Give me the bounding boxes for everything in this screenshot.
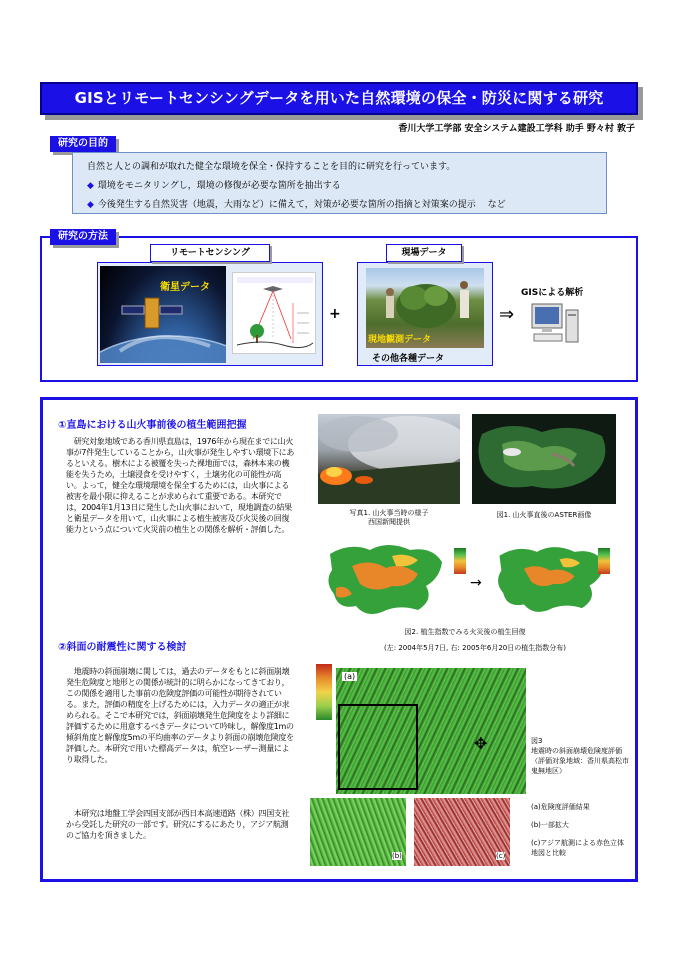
field-photo [366, 268, 484, 348]
hazard-map-b [310, 798, 406, 866]
panel-a-label: (a) [344, 672, 356, 681]
hazard-map-a [336, 668, 526, 794]
panel-b-label: (b) [392, 852, 402, 860]
right-arrow-icon: → [470, 575, 482, 591]
aster-satellite-image [472, 414, 616, 504]
fig2-subcaption: (左: 2004年5月7日, 右: 2005年6月20日の植生指数分布) [384, 644, 566, 652]
satellite-data-label: 衛星データ [160, 282, 210, 293]
photo1-credit: 西国新聞提供 [368, 518, 410, 526]
diamond-bullet-icon: ◆ [87, 181, 94, 191]
purpose-intro: 自然と人との調和が取れた健全な環境を保全・保持することを目的に研究を行っています。 [87, 162, 456, 172]
ndvi-legend-right [598, 548, 610, 574]
plus-sign: + [329, 306, 341, 322]
computer-icon [530, 300, 582, 352]
title-banner [40, 82, 638, 115]
red-relief-map-c [414, 798, 510, 866]
vegetation-map-before [322, 538, 450, 620]
photo1-caption: 写真1. 山火事当時の様子 [349, 509, 429, 517]
north-arrow-icon: ✥ [474, 734, 488, 753]
remote-sensing-tab: リモートセンシング [150, 244, 270, 262]
aster-caption: 図1. 山火事直後のASTER画像 [496, 511, 592, 519]
fig3-caption: 図3 地震時の斜面崩壊危険度評価（評価対象地域：香川県高松市鬼無地区） [531, 737, 629, 775]
fire-photo [318, 414, 460, 504]
gis-analysis-label: GISによる解析 [521, 288, 584, 298]
ndvi-legend-left [454, 548, 466, 574]
field-data-tab: 現場データ [386, 244, 462, 262]
purpose-bullet-2: ◆ 今後発生する自然災害（地震，大雨など）に備えて，対策が必要な箇所の指摘と対策案の提示 など [87, 200, 506, 210]
wildfire-photo [318, 414, 460, 504]
lidar-diagram [232, 272, 316, 354]
method-tab: 研究の方法 [50, 229, 116, 245]
section2-body: 地震時の斜面崩壊に関しては，過去のデータをもとに斜面崩壊発生危険度と地形との関係が統計的に明らかになってきており，この関係を適用した事前の危険度評価の可能性が期待されている。また，評価の精度を上げるためには，入力データの適正が求められる。そこで本研究では，斜面崩壊発生危険度をより詳細に評価するために用意するべきデータについて吟味し，解像度1mの傾斜角度と解像度5mの平均曲率のデータより斜面の崩壊危険度を評価した。本研究で用いた標高データは，航空レーザー測量により取得した。 [66, 667, 294, 764]
section2-title: ②斜面の耐震性に関する検討 [58, 642, 187, 653]
hazard-legend [316, 664, 332, 720]
field-observation-label: 現地観測データ [368, 335, 432, 345]
airborne-laser-diagram [233, 273, 317, 355]
section2-acknowledgement: 本研究は地盤工学会四国支部が西日本高速道路（株）四国支社から受託した研究の一部です。研究にするにあたり，アジア航測のご協力を頂きました。 [66, 809, 290, 840]
purpose-tab: 研究の目的 [50, 136, 116, 152]
aster-image [472, 414, 616, 504]
purpose-bullet-1: ◆ 環境をモニタリングし，環境の修復が必要な箇所を抽出する [87, 181, 341, 191]
purpose-box [72, 152, 607, 214]
section1-title: ①直島における山火事前後の植生範囲把握 [58, 420, 247, 431]
diamond-bullet-icon: ◆ [87, 200, 94, 210]
other-data-label: その他各種データ [372, 354, 445, 364]
section1-body: 研究対象地域である香川県直島は，1976年から現在までに山火事が7件発生していることから，山火事が発生しやすい環境下にあるといえる。樹木による被覆を失った裸地面では，森林本来の機能を失うため，土壌浸食を受けやすく，土壌劣化の可能性が高い。よって，健全な環境環境を保全するためには，山火事による被害を最小限に抑えることが求められて重要である。本研究では，2004年1月13日に発生した山火事において，現地調査の結果と衛星データを用いて，山火事による植生被害及び火災後の回復能力という点について火災前の植生との関係を解析・評価した。 [66, 437, 295, 534]
right-arrow-icon: ⇒ [499, 304, 515, 325]
legend-a: (a)危険度評価結果 [531, 803, 590, 811]
fig2-caption: 図2. 植生指数でみる火災後の植生回復 [404, 628, 526, 636]
page-title: GISとリモートセンシングデータを用いた自然環境の保全・防災に関する研究 [74, 89, 604, 107]
satellite-image [100, 266, 226, 363]
zoom-region-box [338, 704, 418, 790]
panel-c-label: (c) [496, 852, 506, 860]
legend-b: (b)一部拡大 [531, 821, 569, 829]
vegetation-map-after [492, 538, 612, 620]
author-line: 香川大学工学部 安全システム建設工学科 助手 野々村 敦子 [398, 124, 635, 134]
legend-c: (c)アジア航測による赤色立体地図と比較 [531, 839, 625, 857]
